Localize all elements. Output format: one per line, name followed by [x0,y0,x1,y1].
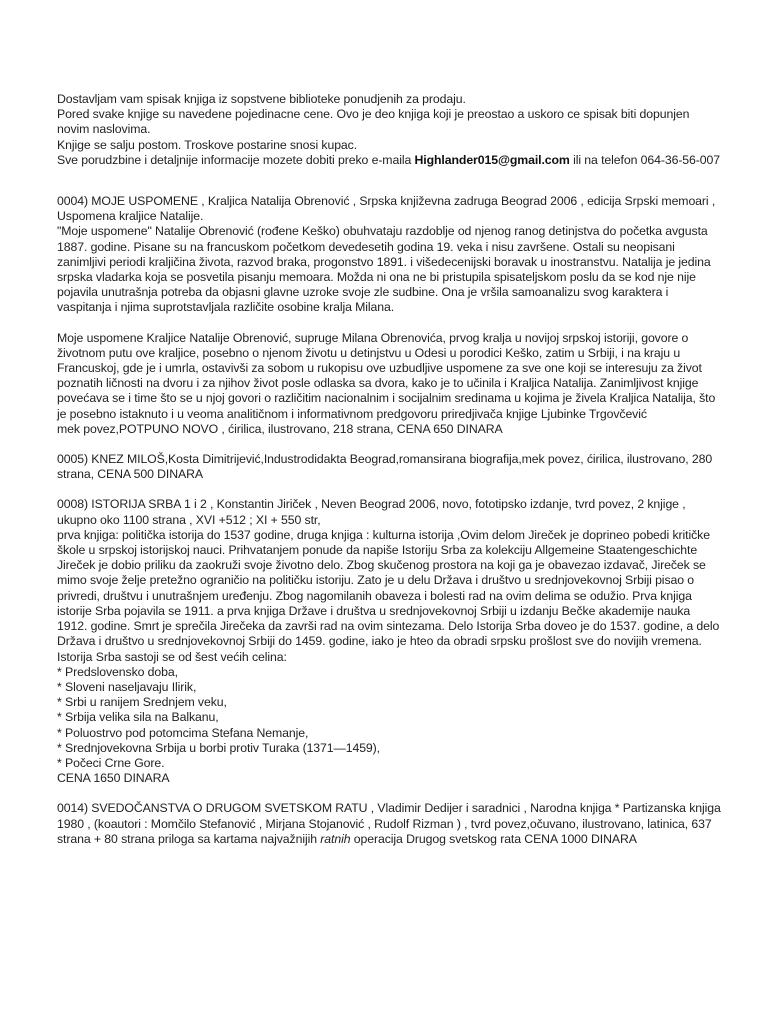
intro-line: Knjige se salju postom. Troskove postarine snosi kupac. [57,137,358,152]
list-item: * Srednjovekovna Srbija u borbi protiv Turaka (1371—1459), [57,740,380,755]
book-entry-0005 [57,452,721,482]
list-item: * Predslovensko doba, [57,664,178,679]
entry-details: mek povez,POTPUNO NOVO , ćirilica, ilustrovano, 218 strana, CENA 650 DINARA [57,421,503,436]
list-item: * Počeci Crne Gore. [57,755,165,770]
intro-line: Pored svake knjige su navedene pojedinacne cene. Ovo je deo knjiga koji je preostao a uskoro ce spisak biti dopunjen novim naslovima. [57,107,690,137]
intro-line: Dostavljam vam spisak knjiga iz sopstvene biblioteke ponudjenih za prodaju. [57,92,466,106]
entry-text [57,801,721,847]
phone-text: ili na telefon 064-36-56-007 [569,152,721,167]
book-entry-0004 [57,194,721,437]
entry-header: 0004) MOJE USPOMENE , Kraljica Natalija Obrenović , Srpska književna zadruga Beograd 2006 , edicija Srpski memoari , [57,194,716,209]
contact-line [57,153,721,168]
email-address[interactable]: Highlander015@gmail.com [414,152,570,167]
entry-header: 0008) ISTORIJA SRBA 1 i 2 , Konstantin Jiriček , Neven Beograd 2006, novo, fototipsko izdanje, tvrd povez, 2 knjige , ukupno oko 1100 strana , XVI +512 ; XI + 550 str, [57,497,686,527]
entry-subtitle: Uspomena kraljice Natalije. [57,209,204,224]
entry-price: CENA 1650 DINARA [57,771,170,786]
entry-description: "Moje uspomene" Natalije Obrenović (rođene Keško) obuhvataju razdoblje od njenog ranog detinjstva do početka avgusta 1887. godine. Pisane su na francuskom početkom devedesetih godina 19. veka i nisu završene. Ostali su neopisani zanimljivi periodi kraljičina života, razvod braka, progonstvo 1891. i višedecenijski boravak u inostranstvu. Natalija je jedina srpska vladarka koja se posvetila pisanju memoara. Možda ni ona ne bi pristupila spisateljskom poslu da se kod nje nije pojavila unutrašnja potreba da objasni glavne uzroke svoje zle sudbine. Ona je vršila samoanalizu svog karaktera i vaspitanja i njima suprotstavljala različite osobine kralja Milana. [57,224,711,315]
italic-word: ratnih [320,831,351,846]
entry-text-part: operacija Drugog svetskog rata CENA 1000 DINARA [350,831,637,846]
book-entry-0008 [57,497,721,786]
entry-text: 0005) KNEZ MILOŠ,Kosta Dimitrijević,Industrodidakta Beograd,romansirana biografija,mek povez, ćirilica, ilustrovano, 280 strana, CENA 500 DINARA [57,452,713,482]
entry-text-part: 0014) SVEDOČANSTVA O DRUGOM SVETSKOM RATU , Vladimir Dedijer i saradnici , Narodna knjiga * Partizanska knjiga 1980 , (koautori : Momčilo Stefanović , Mirjana Stojanović , Rudolf Rizman ) , tvrd povez,očuvano, ilustrovano, latinica, 637 strana + 80 strana priloga sa kartama najvažnijih [57,801,721,846]
list-item: * Sloveni naseljavaju Ilirik, [57,679,197,694]
entry-description: Moje uspomene Kraljice Natalije Obrenović, supruge Milana Obrenovića, prvog kralja u novijoj srpskoj istoriji, govore o životnom putu ove kraljice, posebno o njenom životu u detinjstvu u Odesi u porodici Keško, zatim u Srbiji, i na kraju u Francuskoj, gde je i umrla, ostavivši za sobom u rukopisu ove uzbudljive uspomene za sve one koji se interesuju za život poznatih ličnosti na dvoru i za njihov život posle odlaska sa dvora, kako je to učinila i Kraljica Natalija. Zanimljivost knjige povećava se i time što se u njoj govori o različitim nacionalnim i socijalnim sredinama u kojima je živela Kraljica Natalija, što je posebno istaknuto i u veoma analitičnom i informativnom predgovoru priredjivača knjige Ljubinke Trgovčević [57,330,716,421]
list-item: * Srbi u ranijem Srednjem veku, [57,695,227,710]
list-item: * Srbija velika sila na Balkanu, [57,710,219,725]
entry-description: prva knjiga: politička istorija do 1537 godine, druga knjiga : kulturna istorija ,Ovim delom Jireček je doprineo pobedi kritičke škole u srpskoj istorijskoj nauci. Prihvatanjem ponude da napiše Istoriju Srba za kolekciju Allgemeine Staatengeschichte Jireček je dobio priliku da zaokruži svoje životno delo. Zbog skučenog prostora na koji ga je obavezao izdavač, Jireček se mimo svoje želje pretežno ograničio na političku istoriju. Zato je u delu Država i društvo u srednjovekovnoj Srbiji pisao o privredi, društvu i unutrašnjem uređenju. Zbog nagomilanih obaveza i bolesti rad na ovim delima se odužio. Prva knjiga istorije Srba pojavila se 1911. a prva knjiga Države i društva u srednjovekovnoj Srbiji u izdanju Bečke akademije nauka 1912. godine. Smrt je sprečila Jirečeka da završi rad na ovim sintezama. Delo Istorija Srba doveo je do 1537. godine, a delo Država i društvo u srednjovekovnoj Srbiji do 1459. godine, iako je hteo da obradi srpsku prošlost sve do novijih vremena. [57,527,720,649]
list-item: * Poluostrvo pod potomcima Stefana Nemanje, [57,725,309,740]
list-intro: Istorija Srba sastoji se od šest većih celina: [57,649,287,664]
document-page [57,92,721,847]
contact-text: Sve porudzbine i detaljnije informacije mozete dobiti preko e-maila [57,152,415,167]
intro-section [57,92,721,168]
book-entry-0014 [57,801,721,847]
